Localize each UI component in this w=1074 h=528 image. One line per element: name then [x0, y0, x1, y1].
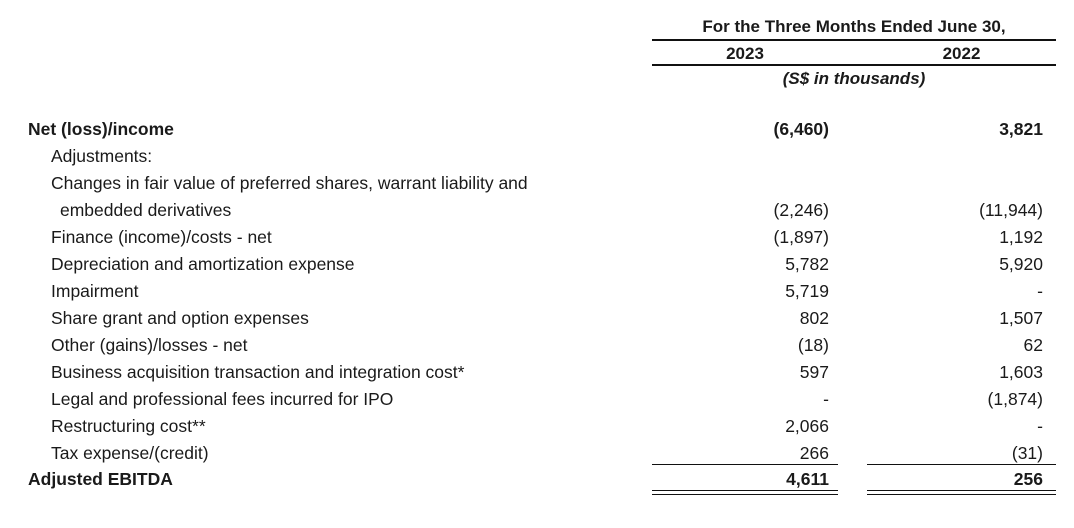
value-2022: 1,192 — [999, 227, 1043, 247]
value-2023: 5,719 — [785, 281, 829, 301]
row-label: embedded derivatives — [60, 200, 232, 220]
value-2023: (2,246) — [773, 200, 829, 220]
row-label: Legal and professional fees incurred for IPO — [51, 389, 394, 409]
value-2023: (18) — [797, 335, 829, 355]
row-label: Net (loss)/income — [28, 119, 174, 139]
header-rule-bottom — [652, 64, 1056, 66]
value-2022: (31) — [1011, 443, 1043, 463]
total-rule-2022-b — [867, 494, 1056, 495]
value-2022: 62 — [1023, 335, 1043, 355]
value-2022: 5,920 — [999, 254, 1043, 274]
header-rule-top — [652, 39, 1056, 41]
value-2023: 802 — [799, 308, 829, 328]
value-2022: 3,821 — [999, 119, 1043, 139]
table-row-ipo-fees — [0, 389, 1074, 416]
value-2022: (11,944) — [979, 200, 1043, 220]
value-2022: - — [1037, 416, 1043, 436]
row-label: Business acquisition transaction and integration cost* — [51, 362, 465, 382]
year-2022-header: 2022 — [942, 44, 981, 63]
year-2023-header: 2023 — [726, 44, 764, 63]
row-label: Other (gains)/losses - net — [51, 335, 248, 355]
subtotal-rule-2023 — [652, 464, 838, 465]
row-label: Adjusted EBITDA — [28, 469, 173, 489]
period-title: For the Three Months Ended June 30, — [702, 17, 1006, 36]
table-row-adjustments — [0, 146, 1074, 173]
value-2022: 1,507 — [999, 308, 1043, 328]
total-rule-2023-a — [652, 490, 838, 491]
table-row-fair-value-line2 — [0, 200, 1074, 227]
row-label: Impairment — [51, 281, 139, 301]
row-label: Share grant and option expenses — [51, 308, 309, 328]
value-2023: (1,897) — [773, 227, 829, 247]
row-label: Finance (income)/costs - net — [51, 227, 272, 247]
total-rule-2022-a — [867, 490, 1056, 491]
value-2022: - — [1037, 281, 1043, 301]
table-row-net-income — [0, 119, 1074, 146]
value-2022: (1,874) — [987, 389, 1043, 409]
table-row-impairment — [0, 281, 1074, 308]
row-label: Adjustments: — [51, 146, 153, 166]
table-row-depreciation — [0, 254, 1074, 281]
value-2022: 1,603 — [999, 362, 1043, 382]
value-2023: - — [823, 389, 829, 409]
units-note: (S$ in thousands) — [782, 69, 926, 88]
total-rule-2023-b — [652, 494, 838, 495]
row-label: Changes in fair value of preferred shares, warrant liability and — [51, 173, 528, 193]
table-row-other-gains — [0, 335, 1074, 362]
value-2023: 5,782 — [785, 254, 829, 274]
table-row-adjusted-ebitda — [0, 469, 1074, 496]
table-row-tax — [0, 443, 1074, 470]
value-2023: (6,460) — [773, 119, 829, 139]
row-label: Depreciation and amortization expense — [51, 254, 355, 274]
row-label: Restructuring cost** — [51, 416, 206, 436]
value-2022: 256 — [1013, 469, 1043, 489]
value-2023: 4,611 — [786, 469, 829, 489]
table-row-finance — [0, 227, 1074, 254]
table-row-restructuring — [0, 416, 1074, 443]
subtotal-rule-2022 — [867, 464, 1056, 465]
table-row-fair-value-line1 — [0, 173, 1074, 200]
value-2023: 597 — [799, 362, 829, 382]
table-row-business-acquisition — [0, 362, 1074, 389]
table-row-share-grant — [0, 308, 1074, 335]
value-2023: 266 — [799, 443, 829, 463]
value-2023: 2,066 — [785, 416, 829, 436]
row-label: Tax expense/(credit) — [51, 443, 209, 463]
